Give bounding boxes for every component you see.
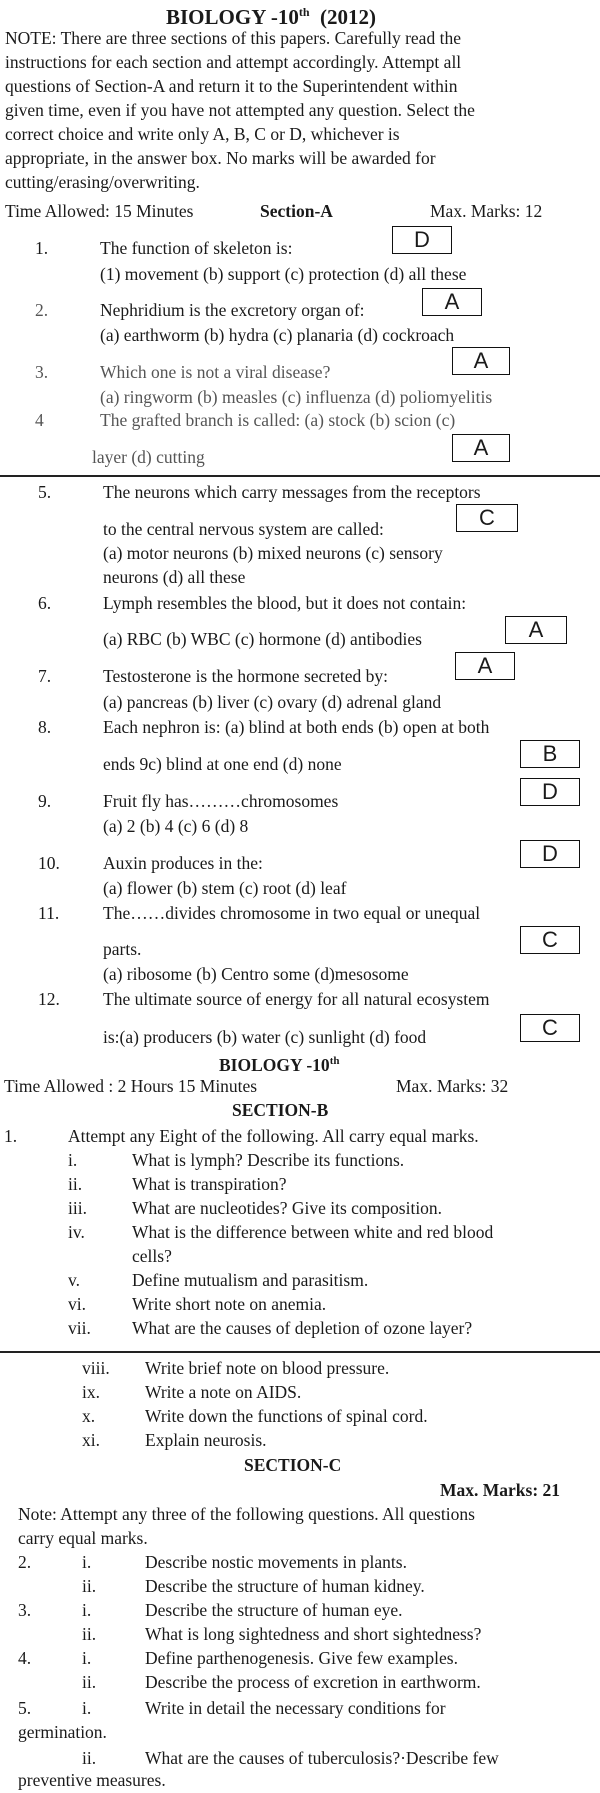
- question-number: 10.: [38, 853, 60, 873]
- question-number: 4.: [18, 1648, 32, 1668]
- question-text: Lymph resembles the blood, but it does not contain:: [103, 593, 467, 613]
- question-number: 9.: [38, 791, 52, 811]
- item-numeral: ii.: [82, 1624, 97, 1644]
- question-text: Fruit fly has………chromosomes: [103, 791, 339, 811]
- item-numeral: ii.: [82, 1672, 97, 1692]
- question-number: 8.: [38, 717, 52, 737]
- answer-box: A: [505, 616, 567, 644]
- item-numeral: ii.: [68, 1174, 83, 1194]
- question-text: Testosterone is the hormone secreted by:: [103, 666, 389, 686]
- item-text: Define mutualism and parasitism.: [132, 1270, 369, 1290]
- answer-box: D: [520, 778, 580, 806]
- item-text: Describe nostic movements in plants.: [145, 1552, 407, 1572]
- item-numeral: x.: [82, 1406, 96, 1426]
- item-numeral: iv.: [68, 1222, 85, 1242]
- question-instruction: Attempt any Eight of the following. All carry equal marks.: [68, 1126, 479, 1146]
- paper-title: BIOLOGY -10th: [219, 1054, 340, 1075]
- item-text: What are the causes of tuberculosis?·Describe few: [145, 1748, 499, 1768]
- question-options: (a) pancreas (b) liver (c) ovary (d) adrenal gland: [103, 692, 442, 712]
- section-heading: SECTION-C: [244, 1455, 342, 1475]
- section-note: carry equal marks.: [18, 1528, 148, 1548]
- question-text: Which one is not a viral disease?: [100, 362, 331, 382]
- question-text: Each nephron is: (a) blind at both ends (b) open at both: [103, 717, 490, 737]
- item-numeral: ii.: [82, 1576, 97, 1596]
- paper-title: BIOLOGY -10th (2012): [166, 5, 376, 29]
- question-number: 12.: [38, 989, 60, 1009]
- item-numeral: i.: [82, 1600, 92, 1620]
- item-text: What is long sightedness and short sightedness?: [145, 1624, 482, 1644]
- question-text: ends 9c) blind at one end (d) none: [103, 754, 342, 774]
- answer-box: A: [452, 434, 510, 462]
- question-number: 3.: [35, 362, 49, 382]
- question-number: 3.: [18, 1600, 32, 1620]
- item-numeral: ix.: [82, 1382, 100, 1402]
- question-options: layer (d) cutting: [92, 447, 205, 467]
- question-number: 1.: [35, 238, 49, 258]
- question-options: (a) earthworm (b) hydra (c) planaria (d) cockroach: [100, 325, 455, 345]
- answer-box: A: [422, 288, 482, 316]
- question-number: 7.: [38, 666, 52, 686]
- section-note: Note: Attempt any three of the following questions. All questions: [18, 1504, 475, 1524]
- item-numeral: vi.: [68, 1294, 86, 1314]
- page-divider: [0, 475, 600, 477]
- item-text: cells?: [132, 1246, 172, 1266]
- question-text: The ultimate source of energy for all natural ecosystem: [103, 989, 490, 1009]
- question-text: The grafted branch is called: (a) stock (b) scion (c): [100, 410, 456, 430]
- item-numeral: i.: [68, 1150, 78, 1170]
- item-text: Explain neurosis.: [145, 1430, 267, 1450]
- item-text: preventive measures.: [18, 1770, 166, 1790]
- max-marks: Max. Marks: 32: [396, 1076, 509, 1096]
- note-line: questions of Section-A and return it to the Superintendent within: [5, 76, 458, 96]
- question-text: parts.: [103, 939, 142, 959]
- question-text: The neurons which carry messages from the receptors: [103, 482, 481, 502]
- item-text: What are the causes of depletion of ozone layer?: [132, 1318, 473, 1338]
- question-number: 6.: [38, 593, 52, 613]
- question-number: 1.: [4, 1126, 18, 1146]
- question-number: 4: [35, 410, 44, 430]
- note-line: correct choice and write only A, B, C or D, whichever is: [5, 124, 400, 144]
- item-text: Write down the functions of spinal cord.: [145, 1406, 428, 1426]
- item-text: Write a note on AIDS.: [145, 1382, 302, 1402]
- item-numeral: ii.: [82, 1748, 97, 1768]
- item-numeral: i.: [82, 1698, 92, 1718]
- section-heading: SECTION-B: [232, 1100, 329, 1120]
- item-text: Write in detail the necessary conditions for: [145, 1698, 446, 1718]
- item-text: What is the difference between white and red blood: [132, 1222, 494, 1242]
- item-numeral: i.: [82, 1552, 92, 1572]
- question-number: 2.: [35, 300, 49, 320]
- question-number: 5.: [18, 1698, 32, 1718]
- question-options: (a) flower (b) stem (c) root (d) leaf: [103, 878, 347, 898]
- note-line: cutting/erasing/overwriting.: [5, 172, 200, 192]
- question-text: The function of skeleton is:: [100, 238, 293, 258]
- note-line: given time, even if you have not attempted any question. Select the: [5, 100, 475, 120]
- item-numeral: iii.: [68, 1198, 87, 1218]
- question-text: The……divides chromosome in two equal or unequal: [103, 903, 481, 923]
- question-options: (a) RBC (b) WBC (c) hormone (d) antibodies: [103, 629, 422, 649]
- item-text: Write brief note on blood pressure.: [145, 1358, 390, 1378]
- note-line: appropriate, in the answer box. No marks will be awarded for: [5, 148, 436, 168]
- item-text: Describe the structure of human kidney.: [145, 1576, 425, 1596]
- note-line: instructions for each section and attempt accordingly. Attempt all: [5, 52, 462, 72]
- question-number: 11.: [38, 903, 60, 923]
- question-options: (a) ringworm (b) measles (c) influenza (d) poliomyelitis: [100, 387, 493, 407]
- section-heading: Section-A: [260, 201, 333, 221]
- question-options: (1) movement (b) support (c) protection (d) all these: [100, 264, 467, 284]
- item-numeral: vii.: [68, 1318, 91, 1338]
- answer-box: A: [452, 347, 510, 375]
- answer-box: B: [520, 740, 580, 768]
- item-numeral: i.: [82, 1648, 92, 1668]
- answer-box: D: [520, 840, 580, 868]
- item-numeral: xi.: [82, 1430, 100, 1450]
- question-options: (a) ribosome (b) Centro some (d)mesosome: [103, 964, 409, 984]
- item-text: What is lymph? Describe its functions.: [132, 1150, 405, 1170]
- item-numeral: v.: [68, 1270, 80, 1290]
- answer-box: C: [456, 504, 518, 532]
- note-line: NOTE: There are three sections of this papers. Carefully read the: [5, 28, 461, 48]
- question-number: 5.: [38, 482, 52, 502]
- item-text: Describe the structure of human eye.: [145, 1600, 403, 1620]
- question-number: 2.: [18, 1552, 32, 1572]
- item-text: What is transpiration?: [132, 1174, 287, 1194]
- answer-box: D: [392, 226, 452, 254]
- question-text: Auxin produces in the:: [103, 853, 263, 873]
- question-options: is:(a) producers (b) water (c) sunlight (d) food: [103, 1027, 427, 1047]
- question-text: to the central nervous system are called:: [103, 519, 384, 539]
- item-text: germination.: [18, 1722, 107, 1742]
- question-text: Nephridium is the excretory organ of:: [100, 300, 365, 320]
- question-options: (a) 2 (b) 4 (c) 6 (d) 8: [103, 816, 249, 836]
- item-numeral: viii.: [82, 1358, 110, 1378]
- question-options: neurons (d) all these: [103, 567, 246, 587]
- time-allowed: Time Allowed: 15 Minutes: [5, 201, 194, 221]
- max-marks: Max. Marks: 12: [430, 201, 543, 221]
- answer-box: C: [520, 926, 580, 954]
- item-text: Describe the process of excretion in earthworm.: [145, 1672, 481, 1692]
- item-text: Write short note on anemia.: [132, 1294, 327, 1314]
- page-divider: [0, 1351, 600, 1353]
- item-text: Define parthenogenesis. Give few examples.: [145, 1648, 458, 1668]
- item-text: What are nucleotides? Give its composition.: [132, 1198, 443, 1218]
- max-marks: Max. Marks: 21: [440, 1480, 561, 1500]
- time-allowed: Time Allowed : 2 Hours 15 Minutes: [4, 1076, 258, 1096]
- answer-box: C: [520, 1014, 580, 1042]
- answer-box: A: [455, 652, 515, 680]
- question-options: (a) motor neurons (b) mixed neurons (c) sensory: [103, 543, 443, 563]
